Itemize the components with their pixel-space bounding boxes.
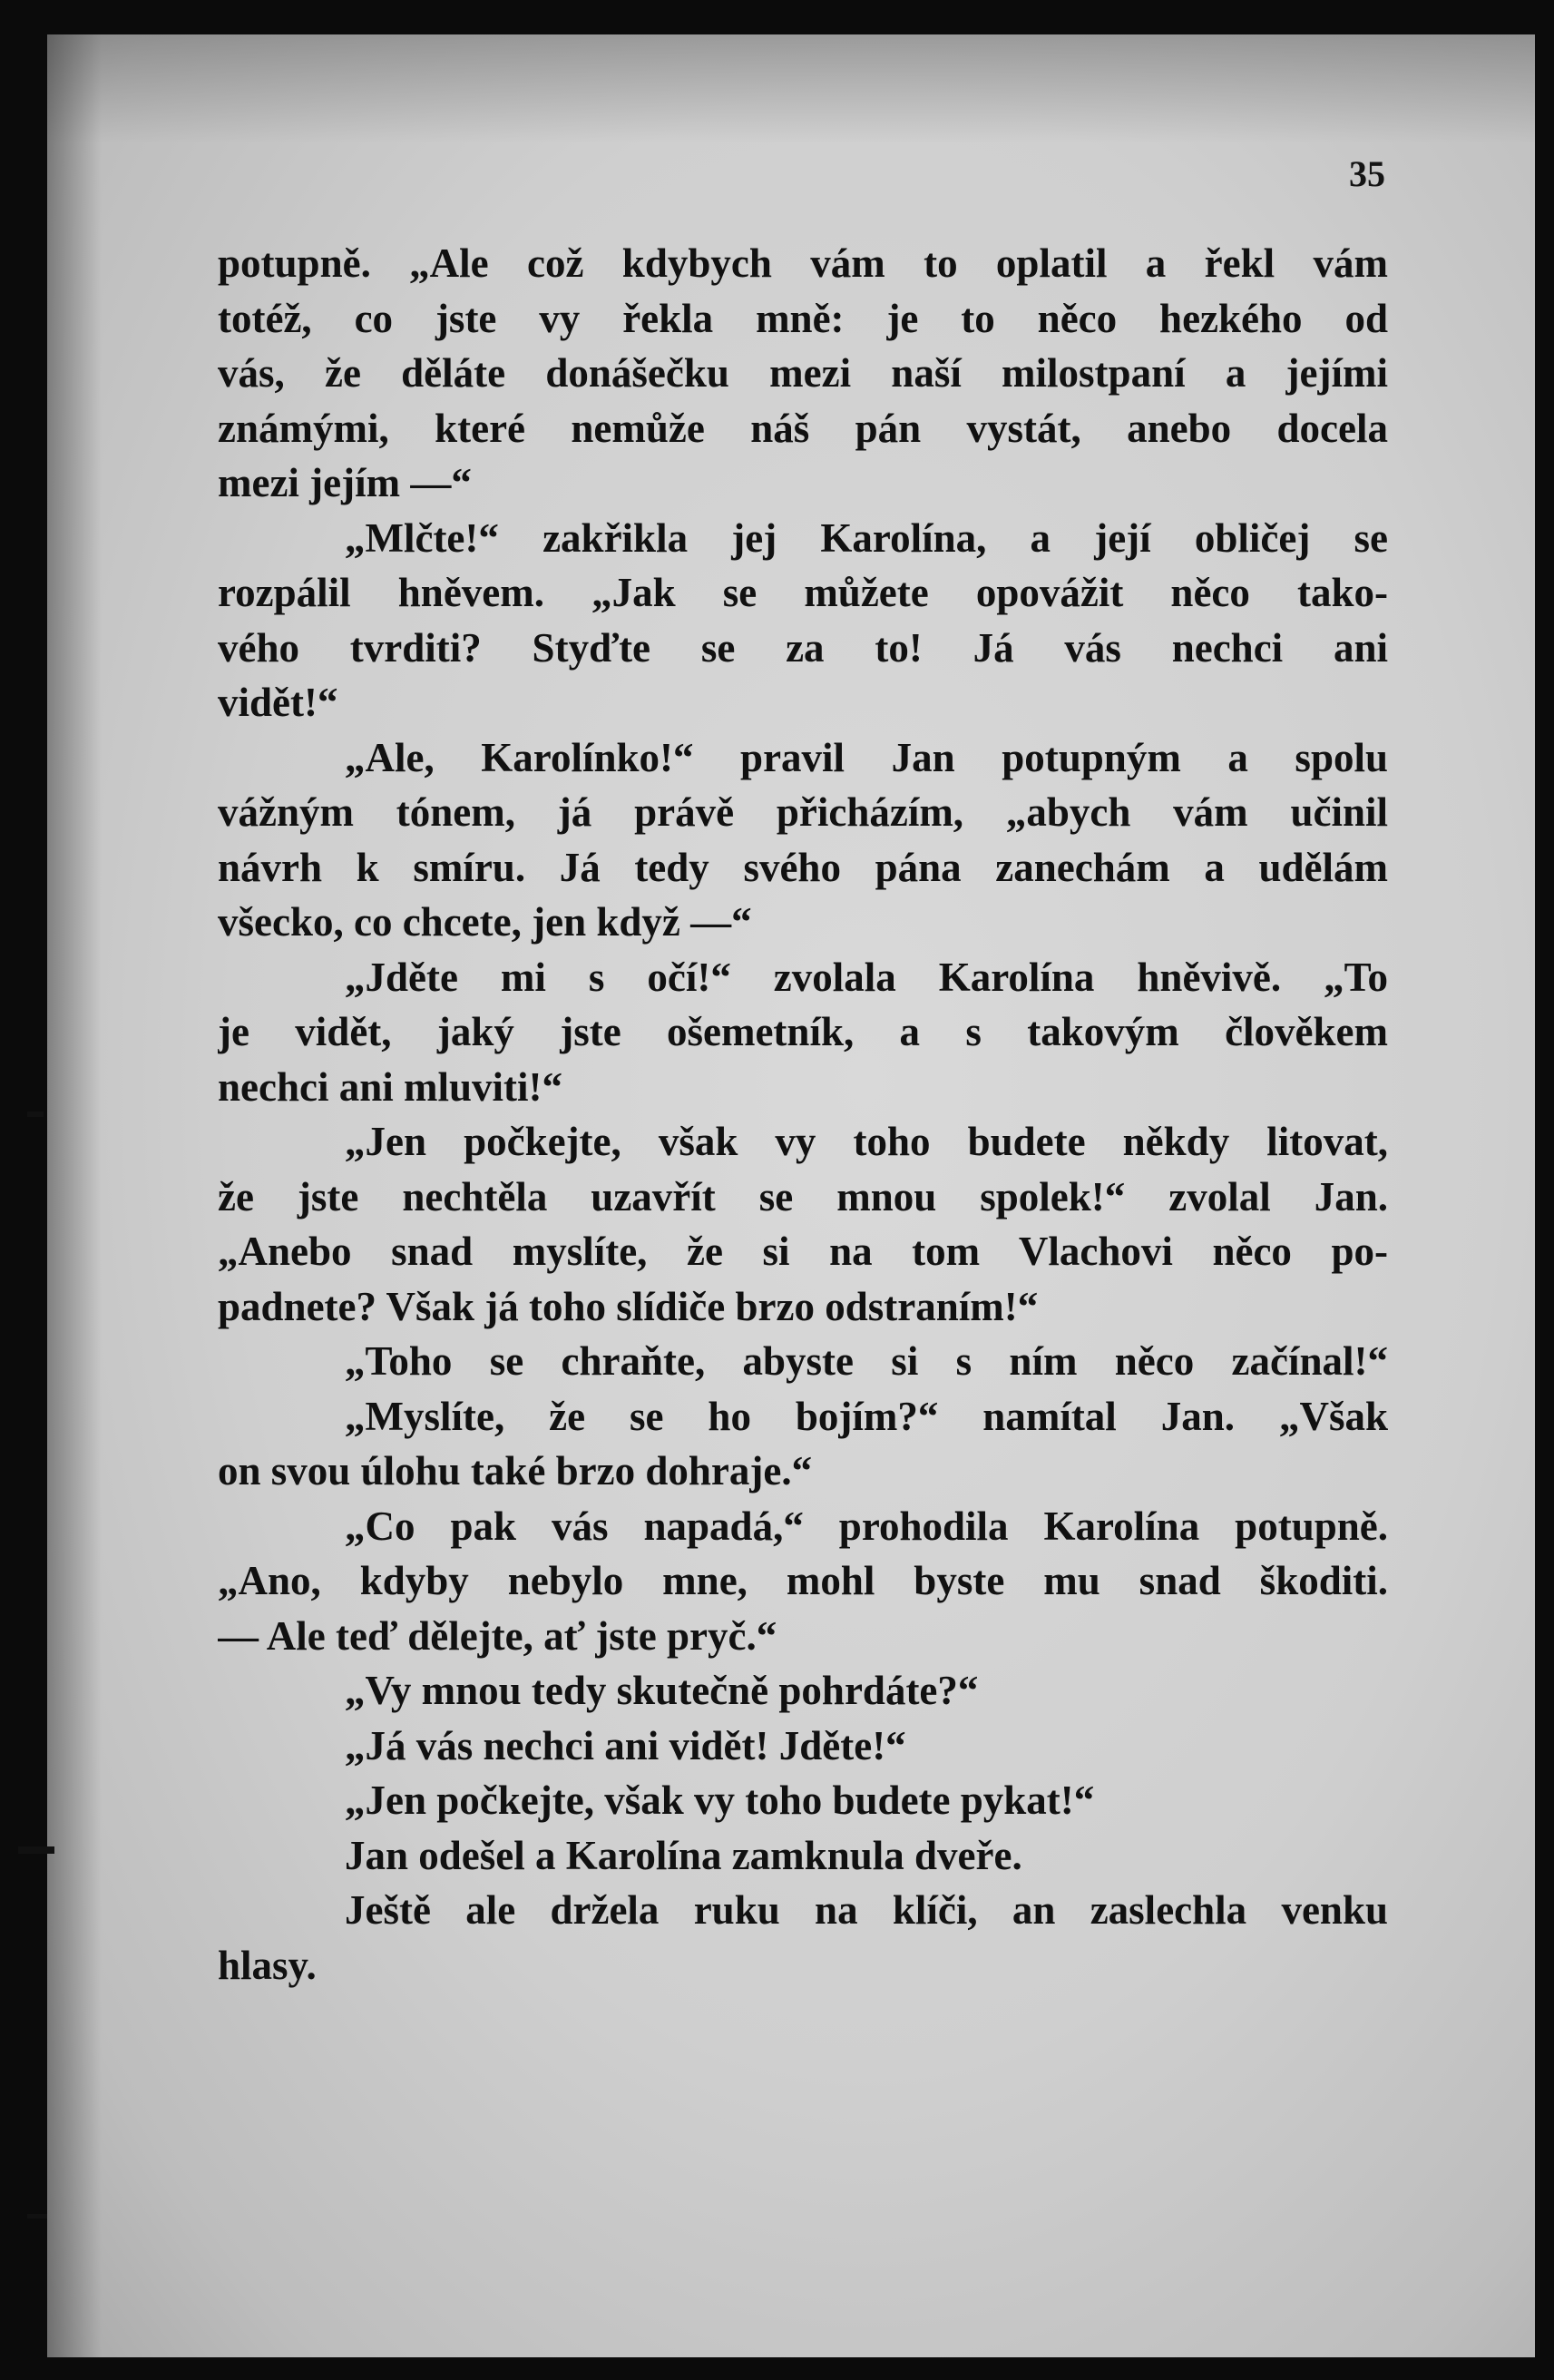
text-line: že jste nechtěla uzavřít se mnou spolek!“ zvolal Jan.	[218, 1173, 1388, 1219]
left-edge-mark	[27, 1112, 44, 1117]
text-line: Jan odešel a Karolína zamknula dveře.	[345, 1832, 1022, 1878]
top-edge-shadow	[47, 34, 1535, 143]
text-line: „Jen počkejte, však vy toho budete někdy litovat,	[345, 1119, 1388, 1164]
text-line: „Toho se chraňte, abyste si s ním něco začínal!“	[345, 1338, 1388, 1384]
text-line: — Ale teď dělejte, ať jste pryč.“	[218, 1612, 777, 1659]
text-line: „Co pak vás napadá,“ prohodila Karolína potupně.	[345, 1503, 1388, 1549]
body-text	[218, 236, 1388, 1993]
text-line: vidět!“	[218, 680, 338, 725]
text-line: „Mlčte!“ zakřikla jej Karolína, a její obličej se	[345, 514, 1388, 561]
text-line: on svou úlohu také brzo dohraje.“	[218, 1448, 813, 1494]
page-number: 35	[1349, 153, 1385, 194]
text-line: potupně. „Ale což kdybych vám to oplatil a řekl vám	[218, 240, 1388, 286]
text-line: „Já vás nechci ani vidět! Jděte!“	[345, 1722, 906, 1768]
text-line: padnete? Však já toho slídiče brzo odstraním!“	[218, 1283, 1039, 1329]
text-line: „Ano, kdyby nebylo mne, mohl byste mu snad škoditi.	[218, 1558, 1388, 1603]
left-edge-mark	[18, 1846, 54, 1854]
text-line: vého tvrditi? Styďte se za to! Já vás nechci ani	[218, 624, 1388, 671]
text-line: nechci ani mluviti!“	[218, 1063, 562, 1110]
text-line: „Myslíte, že se ho bojím?“ namítal Jan. „Však	[345, 1393, 1388, 1439]
text-line: všecko, co chcete, jen když —“	[218, 899, 752, 945]
text-line: je vidět, jaký jste ošemetník, a s takovým člověkem	[218, 1009, 1388, 1054]
text-line: „Vy mnou tedy skutečně pohrdáte?“	[345, 1668, 979, 1713]
text-line: „Jen počkejte, však vy toho budete pykat!“	[345, 1778, 1095, 1823]
text-line: totéž, co jste vy řekla mně: je to něco hezkého od	[218, 295, 1388, 341]
text-line: „Anebo snad myslíte, že si na tom Vlachovi něco po-	[218, 1229, 1388, 1274]
text-line: hlasy.	[218, 1942, 317, 1988]
text-line: vážným tónem, já právě přicházím, „abych vám učinil	[218, 789, 1388, 835]
text-line: rozpálil hněvem. „Jak se můžete opovážit něco tako-	[218, 570, 1388, 615]
binding-shadow	[47, 34, 102, 2357]
text-line: známými, které nemůže náš pán vystát, anebo docela	[218, 405, 1388, 451]
text-line: mezi jejím —“	[218, 460, 472, 505]
text-line: Ještě ale držela ruku na klíči, an zaslechla venku	[345, 1887, 1388, 1933]
text-line: „Ale, Karolínko!“ pravil Jan potupným a spolu	[345, 734, 1388, 780]
left-edge-mark	[27, 2214, 47, 2218]
text-line: návrh k smíru. Já tedy svého pána zanechám a udělám	[218, 844, 1388, 890]
text-line: „Jděte mi s očí!“ zvolala Karolína hněvivě. „To	[345, 954, 1388, 1000]
text-line: vás, že děláte donášečku mezi naší milostpaní a jejími	[218, 350, 1388, 396]
